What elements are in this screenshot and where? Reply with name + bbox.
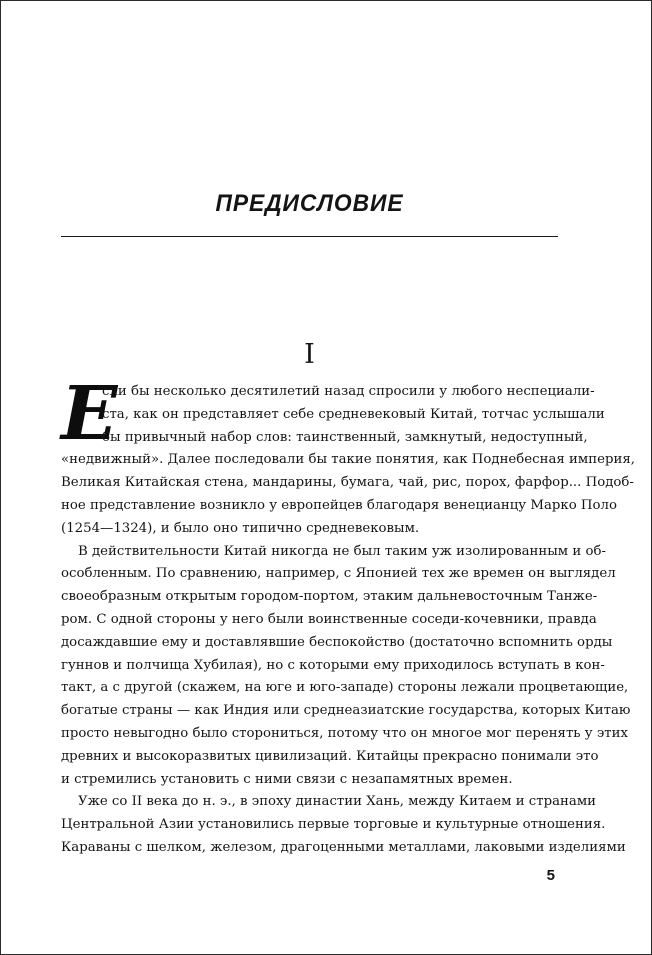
text-line: богатые страны — как Индия или среднеазиатские государства, которых Китаю	[61, 703, 631, 719]
text-line: своеобразным открытым городом-портом, этаким дальневосточным Танже-	[61, 589, 598, 605]
text-line: Великая Китайская стена, мандарины, бумага, чай, рис, порох, фарфор... Подоб-	[61, 475, 634, 491]
text-line: Центральной Азии установились первые торговые и культурные отношения.	[61, 817, 606, 833]
text-line: (1254—1324), и было оно типично средневековым.	[61, 520, 420, 536]
text-line: такт, а с другой (скажем, на юге и юго-западе) стороны лежали процветающие,	[61, 680, 629, 696]
title-divider	[61, 236, 558, 237]
text-line: бы привычный набор слов: таинственный, замкнутый, недоступный,	[102, 429, 588, 445]
text-line: особленным. По сравнению, например, с Японией тех же времен он выглядел	[61, 566, 616, 582]
text-line: ное представление возникло у европейцев благодаря венецианцу Марко Поло	[61, 498, 617, 513]
text-line: и стремились установить с ними связи с незапамятных времен.	[61, 771, 513, 787]
text-line: ста, как он представляет себе средневековый Китай, тотчас услышали	[102, 406, 605, 422]
chapter-title: ПРЕДИСЛОВИЕ	[215, 190, 404, 217]
text-line: досаждавшие ему и доставлявшие беспокойство (достаточно вспомнить орды	[61, 634, 613, 650]
text-line: Караваны с шелком, железом, драгоценными металлами, лаковыми изделиями	[61, 840, 626, 855]
text-line: сли бы несколько десятилетий назад спросили у любого неспециали-	[102, 384, 595, 399]
text-line: гуннов и полчища Хубилая), но с которыми ему приходилось вступать в кон-	[61, 657, 605, 673]
text-line: В действительности Китай никогда не был таким уж изолированным и об-	[78, 543, 606, 559]
text-line: ром. С одной стороны у него были воинственные соседи-кочевники, правда	[61, 612, 597, 627]
text-line: просто невыгодно было сторониться, потому что он многое мог перенять у этих	[61, 726, 628, 741]
page-number: 5	[546, 867, 555, 884]
text-line: «недвижный». Далее последовали бы такие понятия, как Поднебесная империя,	[61, 452, 635, 468]
section-number: I	[304, 339, 315, 370]
drop-cap: Е	[61, 371, 118, 457]
text-line: древних и высокоразвитых цивилизаций. Китайцы прекрасно понимали это	[61, 748, 599, 764]
text-line: Уже со II века до н. э., в эпоху династии Хань, между Китаем и странами	[78, 794, 597, 810]
